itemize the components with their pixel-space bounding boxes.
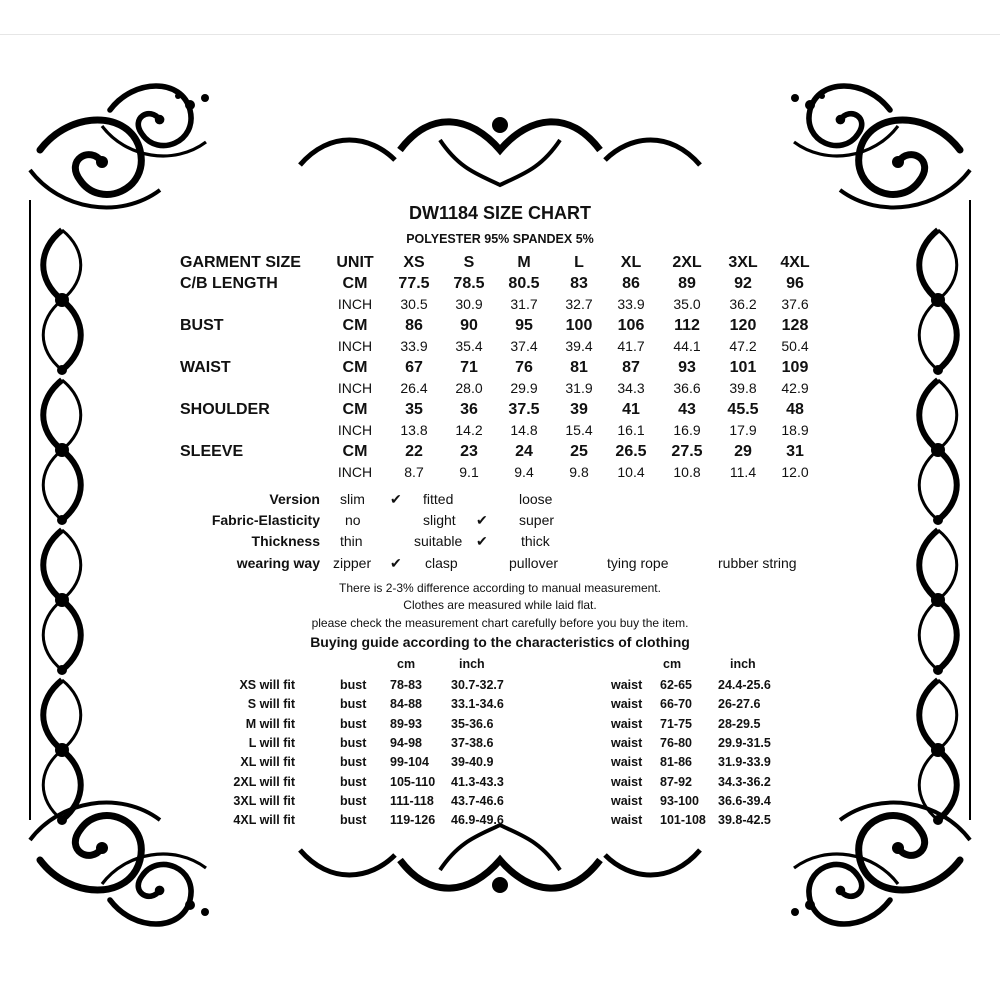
inch-value: 15.4	[565, 422, 593, 438]
unit-inch: INCH	[337, 422, 373, 438]
cm-value: 77.5	[398, 275, 430, 292]
guide-bust-cm: 89-93	[390, 716, 422, 731]
guide-waist-label: waist	[611, 813, 643, 828]
inch-value: 11.4	[729, 464, 757, 480]
guide-waist-inch: 26-27.6	[718, 697, 761, 712]
cm-value: 100	[565, 317, 593, 334]
cm-value: 101	[729, 359, 757, 376]
unit-cm: CM	[342, 401, 368, 418]
attribute-option: fitted	[423, 491, 454, 507]
guide-bust-cm: 105-110	[390, 774, 436, 789]
size-header-2xl: 2XL	[672, 254, 702, 271]
chart-title: DW1184 SIZE CHART	[408, 203, 592, 223]
inch-value: 17.9	[729, 422, 757, 438]
inch-value: 41.7	[617, 338, 645, 354]
guide-waist-cm: 71-75	[660, 716, 692, 731]
cm-value: 109	[781, 359, 809, 376]
guide-row-label: 4XL will fit	[233, 813, 295, 828]
guide-bust-inch: 33.1-34.6	[451, 697, 504, 712]
inch-value: 10.8	[673, 464, 701, 480]
attribute-label: Fabric-Elasticity	[211, 512, 320, 528]
guide-waist-label: waist	[611, 678, 643, 692]
guide-col-inch: inch	[730, 657, 756, 671]
guide-waist-inch: 24.4-25.6	[718, 678, 771, 692]
guide-waist-inch: 29.9-31.5	[718, 735, 771, 750]
inch-value: 32.7	[565, 296, 593, 312]
guide-waist-cm: 66-70	[660, 697, 692, 712]
inch-value: 34.3	[617, 380, 645, 396]
cm-value: 86	[622, 275, 640, 292]
inch-value: 42.9	[781, 380, 809, 396]
inch-value: 50.4	[781, 338, 809, 354]
guide-row-label: 3XL will fit	[233, 793, 295, 808]
unit-inch: INCH	[337, 380, 373, 396]
guide-bust-label: bust	[340, 716, 367, 731]
guide-row-label: XL will fit	[240, 755, 295, 770]
guide-col-cm: cm	[663, 657, 682, 671]
inch-value: 33.9	[400, 338, 428, 354]
frame-bottom-center	[300, 825, 700, 893]
measure-label: C/B LENGTH	[180, 275, 278, 292]
measure-label: WAIST	[180, 359, 231, 376]
inch-value: 44.1	[673, 338, 701, 354]
attribute-option: suitable	[414, 533, 463, 549]
guide-row-label: S will fit	[247, 697, 295, 712]
guide-bust-inch: 37-38.6	[451, 735, 494, 750]
attribute-option: loose	[519, 491, 553, 507]
attribute-label: wearing way	[236, 555, 320, 571]
unit-inch: INCH	[337, 464, 373, 480]
guide-waist-inch: 39.8-42.5	[718, 813, 771, 828]
cm-value: 27.5	[671, 443, 703, 460]
inch-value: 8.7	[404, 464, 424, 480]
unit-cm: CM	[342, 359, 368, 376]
cm-value: 89	[678, 275, 696, 292]
inch-value: 30.5	[400, 296, 428, 312]
guide-bust-label: bust	[340, 774, 367, 789]
frame-left-side	[30, 200, 81, 825]
frame-corner-bottom-right	[791, 803, 970, 924]
guide-waist-cm: 62-65	[660, 678, 692, 692]
inch-value: 31.9	[565, 380, 593, 396]
cm-value: 31	[786, 443, 804, 460]
attribute-option: rubber string	[718, 555, 797, 571]
guide-waist-label: waist	[611, 697, 643, 712]
cm-value: 106	[617, 317, 645, 334]
guide-bust-inch: 43.7-46.6	[451, 793, 504, 808]
cm-value: 86	[405, 317, 423, 334]
unit-cm: CM	[342, 317, 368, 334]
cm-value: 48	[786, 401, 804, 418]
guide-bust-inch: 39-40.9	[451, 755, 494, 770]
cm-value: 37.5	[508, 401, 540, 418]
guide-waist-inch: 31.9-33.9	[718, 755, 771, 770]
size-header-xs: XS	[403, 254, 425, 271]
cm-value: 24	[515, 443, 533, 460]
inch-value: 29.9	[510, 380, 538, 396]
guide-bust-cm: 78-83	[390, 678, 422, 692]
attribute-option: thick	[521, 533, 550, 549]
guide-bust-inch: 30.7-32.7	[451, 678, 504, 692]
guide-waist-label: waist	[611, 774, 643, 789]
guide-waist-cm: 87-92	[660, 774, 692, 789]
inch-value: 13.8	[400, 422, 428, 438]
guide-waist-cm: 101-108	[660, 813, 706, 828]
guide-bust-label: bust	[340, 735, 367, 750]
cm-value: 45.5	[727, 401, 759, 418]
guide-bust-cm: 99-104	[390, 755, 429, 770]
size-header-m: M	[517, 254, 531, 271]
inch-value: 28.0	[455, 380, 483, 396]
size-header-xl: XL	[620, 254, 642, 271]
check-icon: ✔	[476, 512, 488, 528]
inch-value: 39.4	[565, 338, 593, 354]
measurement-note: Clothes are measured while laid flat.	[403, 598, 597, 612]
cm-value: 71	[460, 359, 478, 376]
guide-waist-label: waist	[611, 716, 643, 731]
garment-size-header: GARMENT SIZE	[180, 254, 301, 271]
guide-row-label: XS will fit	[239, 678, 295, 692]
cm-value: 87	[622, 359, 640, 376]
attribute-label: Version	[269, 491, 320, 507]
buying-guide-title: Buying guide according to the characteristics of clothing	[310, 634, 690, 650]
attribute-option: slim	[340, 491, 365, 507]
guide-row-label: L will fit	[248, 735, 295, 750]
guide-bust-label: bust	[340, 697, 367, 712]
unit-cm: CM	[342, 275, 368, 292]
attribute-option: clasp	[425, 555, 458, 571]
cm-value: 41	[622, 401, 640, 418]
inch-value: 9.8	[569, 464, 589, 480]
check-icon: ✔	[390, 491, 402, 507]
inch-value: 37.6	[781, 296, 809, 312]
guide-bust-inch: 46.9-49.6	[451, 813, 504, 828]
guide-row-label: 2XL will fit	[233, 774, 295, 789]
cm-value: 67	[405, 359, 423, 376]
inch-value: 14.8	[510, 422, 538, 438]
cm-value: 128	[781, 317, 809, 334]
inch-value: 16.1	[617, 422, 645, 438]
inch-value: 35.4	[455, 338, 483, 354]
guide-waist-cm: 76-80	[660, 735, 692, 750]
inch-value: 35.0	[673, 296, 701, 312]
guide-bust-label: bust	[340, 678, 367, 692]
guide-bust-label: bust	[340, 755, 367, 770]
size-header-s: S	[463, 254, 475, 271]
inch-value: 12.0	[781, 464, 809, 480]
attribute-label: Thickness	[251, 533, 320, 549]
inch-value: 36.2	[729, 296, 757, 312]
cm-value: 83	[570, 275, 588, 292]
attribute-option: pullover	[509, 555, 559, 571]
cm-value: 35	[405, 401, 423, 418]
guide-waist-cm: 81-86	[660, 755, 692, 770]
guide-waist-inch: 36.6-39.4	[718, 793, 771, 808]
attribute-option: tying rope	[607, 555, 669, 571]
cm-value: 43	[678, 401, 696, 418]
inch-value: 37.4	[510, 338, 538, 354]
guide-waist-inch: 34.3-36.2	[718, 774, 771, 789]
fabric-composition: POLYESTER 95% SPANDEX 5%	[406, 232, 594, 246]
cm-value: 76	[515, 359, 533, 376]
cm-value: 25	[570, 443, 588, 460]
guide-bust-label: bust	[340, 813, 367, 828]
attribute-option: super	[519, 512, 555, 528]
cm-value: 93	[678, 359, 696, 376]
check-icon: ✔	[390, 555, 402, 571]
attribute-option: no	[345, 512, 361, 528]
size-header-3xl: 3XL	[728, 254, 758, 271]
frame-right-side	[919, 200, 970, 825]
cm-value: 80.5	[508, 275, 540, 292]
inch-value: 31.7	[510, 296, 538, 312]
guide-waist-cm: 93-100	[660, 793, 699, 808]
inch-value: 47.2	[729, 338, 757, 354]
size-header-l: L	[574, 254, 584, 271]
inch-value: 9.1	[459, 464, 479, 480]
measure-label: SHOULDER	[180, 401, 270, 418]
check-icon: ✔	[476, 533, 488, 549]
inch-value: 14.2	[455, 422, 483, 438]
attribute-option: slight	[423, 512, 456, 528]
guide-row-label: M will fit	[245, 716, 295, 731]
inch-value: 26.4	[400, 380, 428, 396]
cm-value: 36	[460, 401, 478, 418]
inch-value: 36.6	[673, 380, 701, 396]
measure-label: BUST	[180, 317, 224, 334]
unit-cm: CM	[342, 443, 368, 460]
guide-waist-label: waist	[611, 755, 643, 770]
measurement-note: There is 2-3% difference according to manual measurement.	[339, 581, 661, 595]
guide-waist-label: waist	[611, 793, 643, 808]
cm-value: 120	[729, 317, 757, 334]
attribute-option: zipper	[333, 555, 372, 571]
guide-bust-cm: 111-118	[390, 793, 434, 808]
guide-bust-inch: 35-36.6	[451, 716, 494, 731]
unit-inch: INCH	[337, 296, 373, 312]
cm-value: 81	[570, 359, 588, 376]
measure-label: SLEEVE	[180, 443, 244, 460]
guide-bust-cm: 119-126	[390, 813, 436, 828]
attribute-option: thin	[340, 533, 363, 549]
cm-value: 96	[786, 275, 804, 292]
guide-bust-cm: 94-98	[390, 735, 422, 750]
guide-bust-inch: 41.3-43.3	[451, 774, 504, 789]
cm-value: 22	[405, 443, 423, 460]
unit-header: UNIT	[336, 254, 374, 271]
cm-value: 95	[515, 317, 533, 334]
cm-value: 29	[734, 443, 752, 460]
guide-waist-label: waist	[611, 735, 643, 750]
frame-top-center	[300, 117, 700, 185]
measurement-note: please check the measurement chart carefully before you buy the item.	[311, 616, 689, 630]
guide-col-inch: inch	[459, 657, 485, 671]
guide-col-cm: cm	[397, 657, 416, 671]
cm-value: 92	[734, 275, 752, 292]
cm-value: 23	[460, 443, 478, 460]
cm-value: 26.5	[615, 443, 647, 460]
inch-value: 9.4	[514, 464, 534, 480]
inch-value: 30.9	[455, 296, 483, 312]
unit-inch: INCH	[337, 338, 373, 354]
inch-value: 39.8	[729, 380, 757, 396]
size-header-4xl: 4XL	[780, 254, 810, 271]
inch-value: 16.9	[673, 422, 701, 438]
guide-bust-label: bust	[340, 793, 367, 808]
inch-value: 33.9	[617, 296, 645, 312]
inch-value: 10.4	[617, 464, 645, 480]
guide-waist-inch: 28-29.5	[718, 716, 761, 731]
frame-corner-top-left	[30, 86, 209, 207]
cm-value: 78.5	[453, 275, 485, 292]
cm-value: 39	[570, 401, 588, 418]
cm-value: 112	[674, 317, 700, 334]
inch-value: 18.9	[781, 422, 809, 438]
cm-value: 90	[460, 317, 478, 334]
frame-corner-top-right	[791, 86, 970, 207]
guide-bust-cm: 84-88	[390, 697, 422, 712]
